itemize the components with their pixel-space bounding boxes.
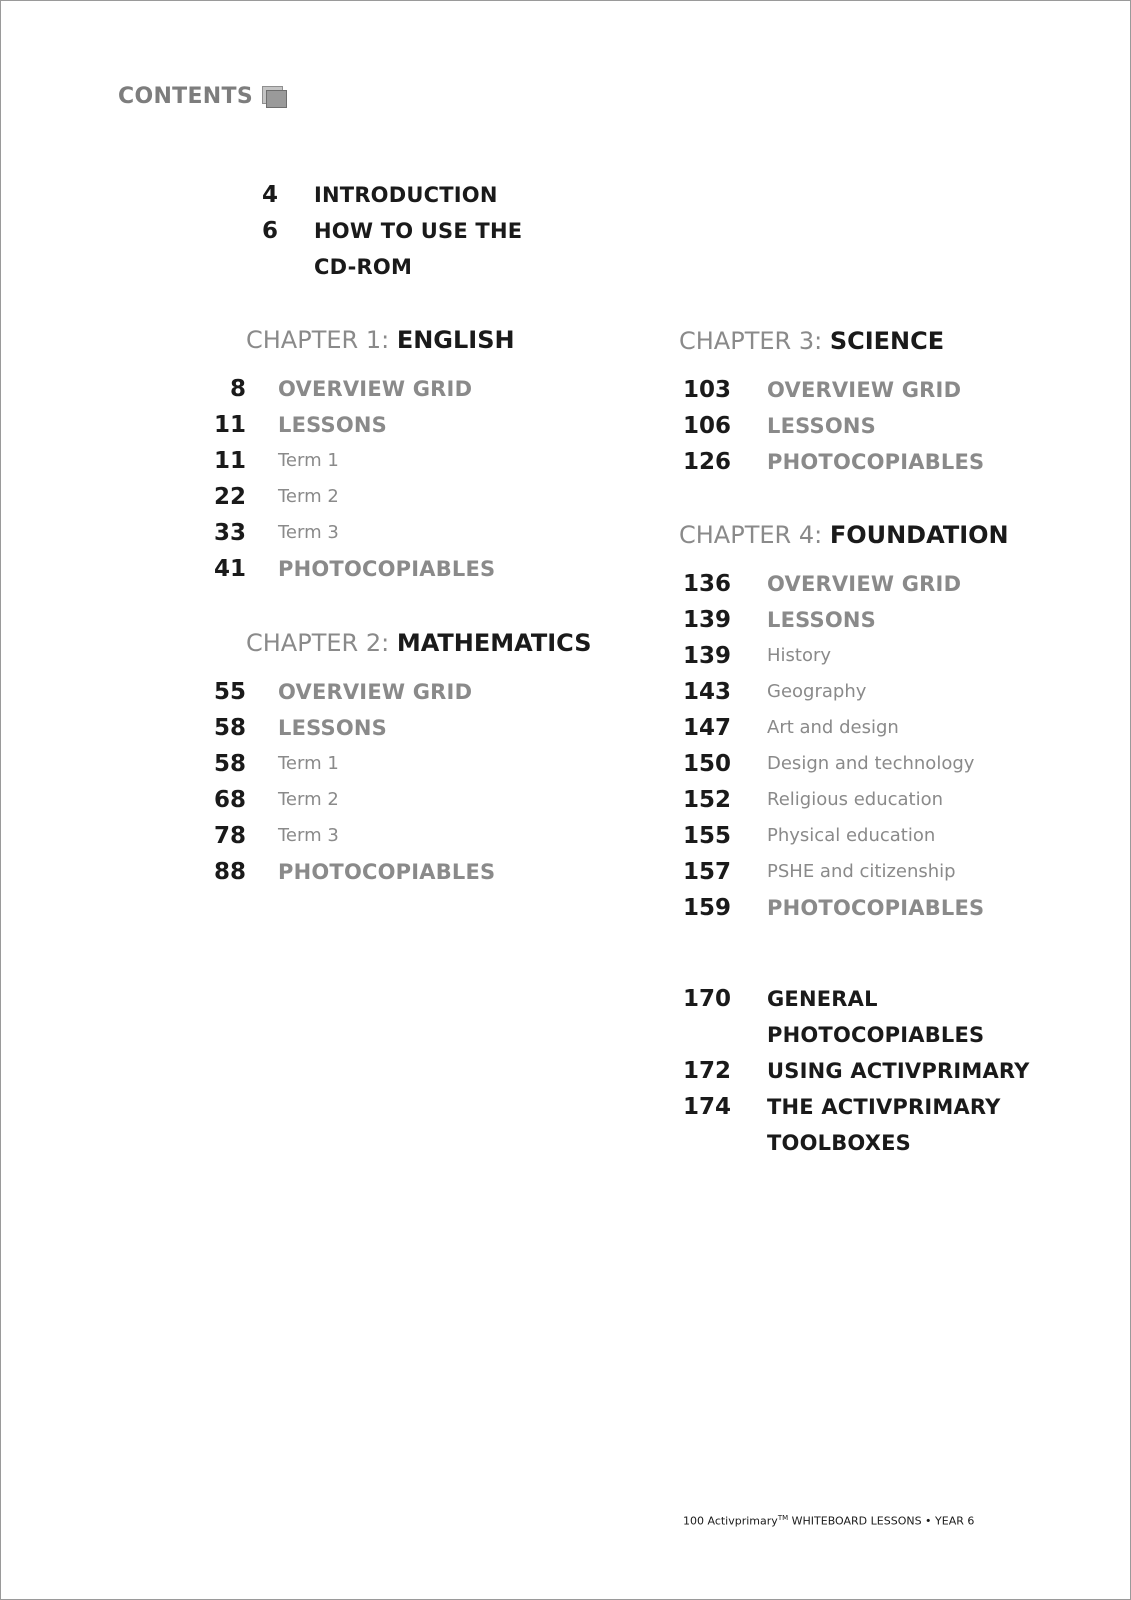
page-number: 103	[682, 377, 731, 403]
entry-label: OVERVIEW GRID	[278, 680, 473, 704]
chapter-title: SCIENCE	[829, 327, 945, 355]
toc-entry[interactable]	[1, 854, 956, 890]
chapter-prefix: CHAPTER 4:	[679, 521, 830, 549]
toc-entry-continued	[1, 1125, 911, 1161]
entry-label-continued: TOOLBOXES	[767, 1131, 911, 1155]
toc-entry[interactable]	[1, 408, 876, 444]
toc-entry[interactable]	[1, 479, 339, 515]
page-number: 11	[213, 448, 246, 474]
entry-label: Physical education	[767, 825, 936, 846]
page-number: 139	[682, 643, 731, 669]
page-number: 33	[213, 520, 246, 546]
trademark-mark: TM	[777, 1514, 789, 1522]
toc-entry[interactable]	[1, 638, 831, 674]
page-number: 150	[682, 751, 731, 777]
page-number: 11	[213, 412, 246, 438]
entry-label: PSHE and citizenship	[767, 861, 956, 882]
entry-label: PHOTOCOPIABLES	[278, 557, 496, 581]
entry-label: Term 1	[278, 753, 339, 774]
page-number: 147	[682, 715, 731, 741]
entry-label: PHOTOCOPIABLES	[767, 450, 985, 474]
entry-label: LESSONS	[278, 413, 387, 437]
page-number: 152	[682, 787, 731, 813]
toc-entry[interactable]	[1, 372, 961, 408]
entry-label: Term 2	[278, 486, 339, 507]
entry-label: INTRODUCTION	[314, 183, 498, 207]
footer-prefix: 100 Activprimary	[683, 1514, 778, 1528]
entry-label: Design and technology	[767, 753, 975, 774]
chapter-prefix: CHAPTER 2:	[246, 629, 397, 657]
toc-entry[interactable]	[1, 710, 899, 746]
entry-label: OVERVIEW GRID	[767, 378, 962, 402]
page-number: 155	[682, 823, 731, 849]
entry-label: OVERVIEW GRID	[278, 377, 473, 401]
contents-header	[118, 84, 286, 109]
toc-entry[interactable]	[1, 566, 961, 602]
entry-label: PHOTOCOPIABLES	[278, 860, 496, 884]
page-number: 55	[213, 679, 246, 705]
page-title: CONTENTS	[118, 84, 253, 109]
toc-entry-using-activprimary[interactable]	[1, 1053, 1030, 1089]
book-icon	[262, 86, 286, 108]
entry-label-continued: CD-ROM	[314, 255, 413, 279]
entry-label: Art and design	[767, 717, 899, 738]
toc-entry[interactable]	[1, 602, 876, 638]
entry-label: Term 2	[278, 789, 339, 810]
toc-entry-how-to-use-cont	[1, 249, 412, 285]
page-number: 143	[682, 679, 731, 705]
page-number: 58	[213, 715, 246, 741]
page-number: 6	[261, 218, 278, 244]
page-number: 8	[229, 376, 246, 402]
toc-entry-how-to-use[interactable]	[1, 213, 522, 249]
entry-label: PHOTOCOPIABLES	[767, 896, 985, 920]
page-number: 78	[213, 823, 246, 849]
page-number: 136	[682, 571, 731, 597]
chapter-title: ENGLISH	[396, 326, 515, 354]
entry-label: LESSONS	[767, 608, 876, 632]
entry-label: THE ACTIVPRIMARY	[767, 1095, 1001, 1119]
toc-entry-introduction[interactable]	[1, 177, 498, 213]
entry-label: USING ACTIVPRIMARY	[767, 1059, 1030, 1083]
toc-entry-toolboxes[interactable]	[1, 1089, 1001, 1125]
page-number: 22	[213, 484, 246, 510]
entry-label: Geography	[767, 681, 867, 702]
chapter-title: FOUNDATION	[829, 521, 1009, 549]
chapter-title: MATHEMATICS	[396, 629, 592, 657]
chapter-prefix: CHAPTER 3:	[679, 327, 830, 355]
toc-entry[interactable]	[1, 674, 866, 710]
entry-label: GENERAL	[767, 987, 878, 1011]
page-number: 88	[213, 859, 246, 885]
page-number: 41	[213, 556, 246, 582]
page-number: 126	[682, 449, 731, 475]
page-footer	[683, 1514, 974, 1528]
entry-label: Term 1	[278, 450, 339, 471]
footer-suffix: WHITEBOARD LESSONS • YEAR 6	[788, 1514, 975, 1528]
page-number: 68	[213, 787, 246, 813]
entry-label: LESSONS	[767, 414, 876, 438]
entry-label: HOW TO USE THE	[314, 219, 523, 243]
entry-label: Religious education	[767, 789, 944, 810]
page-number: 58	[213, 751, 246, 777]
toc-entry-general-photocopiables[interactable]	[1, 981, 878, 1017]
toc-entry[interactable]	[1, 746, 974, 782]
entry-label: OVERVIEW GRID	[767, 572, 962, 596]
toc-entry[interactable]	[1, 782, 943, 818]
entry-label: History	[767, 645, 832, 666]
toc-entry[interactable]	[1, 890, 984, 926]
entry-label: Term 3	[278, 522, 339, 543]
entry-label: LESSONS	[278, 716, 387, 740]
toc-entry[interactable]	[1, 818, 935, 854]
page-number: 170	[682, 986, 731, 1012]
page-number: 159	[682, 895, 731, 921]
page-number: 174	[682, 1094, 731, 1120]
page-number: 157	[682, 859, 731, 885]
toc-entry-continued	[1, 1017, 984, 1053]
chapter-4-heading	[679, 519, 1009, 551]
chapter-1-heading	[246, 324, 515, 356]
toc-entry[interactable]	[1, 515, 339, 551]
entry-label: Term 3	[278, 825, 339, 846]
entry-label-continued: PHOTOCOPIABLES	[767, 1023, 985, 1047]
page-number: 106	[682, 413, 731, 439]
page-number: 4	[261, 182, 278, 208]
page-number: 172	[682, 1058, 731, 1084]
chapter-3-heading	[679, 325, 944, 357]
chapter-prefix: CHAPTER 1:	[246, 326, 397, 354]
page-number: 139	[682, 607, 731, 633]
toc-entry[interactable]	[1, 444, 984, 480]
